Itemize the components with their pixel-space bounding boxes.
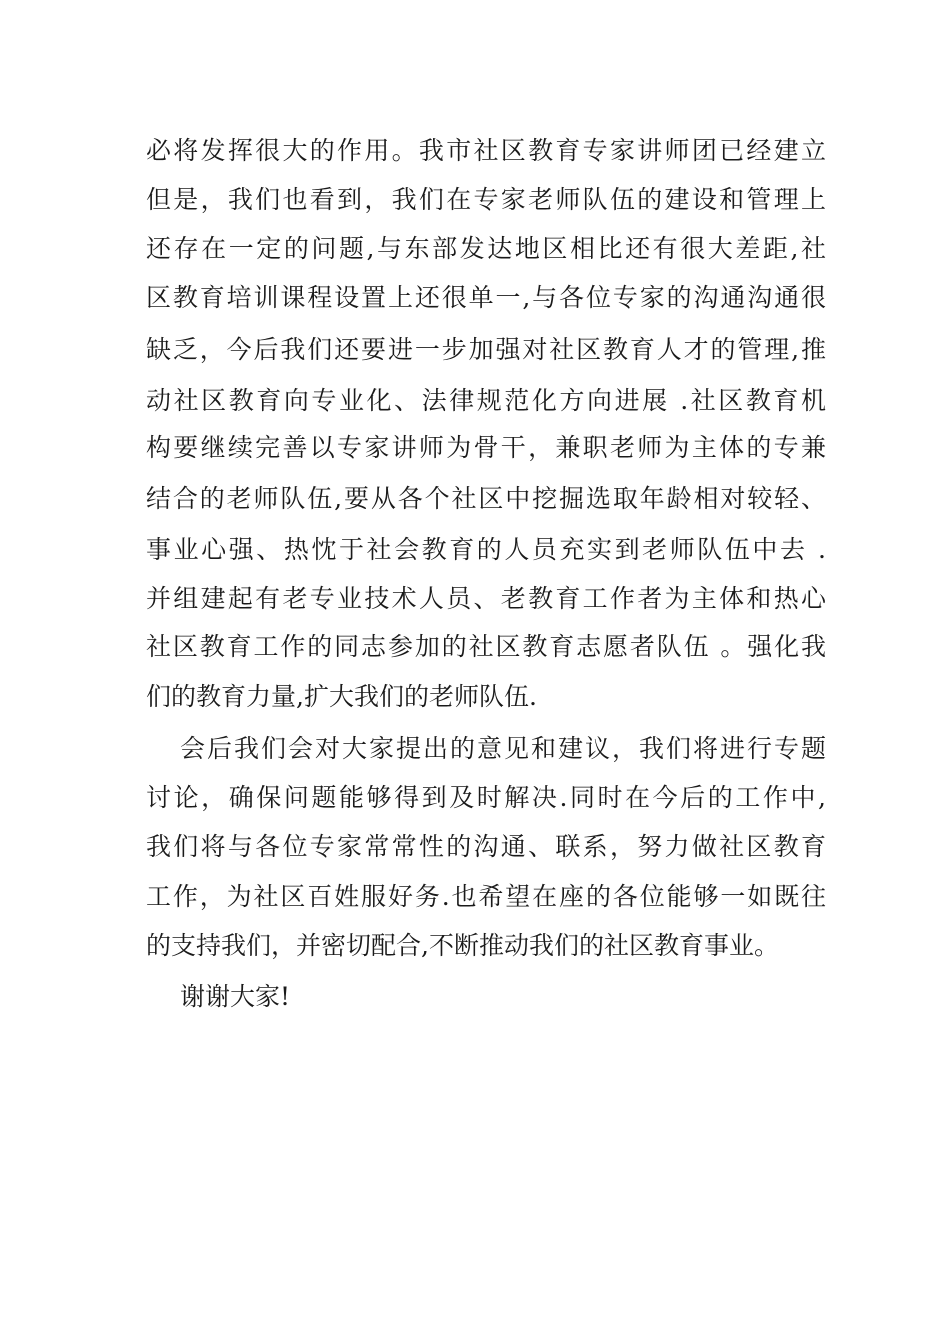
- paragraph-2-line-3: 我们将与各位专家常常性的沟通、联系，努力做社区教育: [146, 832, 826, 861]
- paragraph-1-line-3: 还存在一定的问题,与东部发达地区相比还有很大差距,社: [146, 234, 826, 263]
- closing-line: 谢谢大家!: [180, 982, 291, 1011]
- paragraph-1-line-10: 并组建起有老专业技术人员、老教育工作者为主体和热心: [146, 584, 826, 613]
- paragraph-1-line-12: 们的教育力量,扩大我们的老师队伍.: [146, 682, 537, 711]
- paragraph-1-line-4: 区教育培训课程设置上还很单一,与各位专家的沟通沟通很: [146, 283, 826, 312]
- paragraph-2-line-4: 工作，为社区百姓服好务.也希望在座的各位能够一如既往: [146, 882, 826, 911]
- paragraph-1-line-1: 必将发挥很大的作用。我市社区教育专家讲师团已经建立: [146, 136, 826, 165]
- paragraph-1-line-9: 事业心强、热忱于社会教育的人员充实到老师队伍中去 .: [146, 535, 826, 564]
- paragraph-2-line-5: 的支持我们，并密切配合,不断推动我们的社区教育事业。: [146, 931, 779, 960]
- paragraph-1-line-8: 结合的老师队伍,要从各个社区中挖掘选取年龄相对较轻、: [146, 484, 826, 513]
- paragraph-1-line-6: 动社区教育向专业化、法律规范化方向进展 .社区教育机: [146, 386, 826, 415]
- paragraph-2-line-2: 讨论，确保问题能够得到及时解决.同时在今后的工作中,: [146, 783, 826, 812]
- paragraph-1-line-2: 但是，我们也看到，我们在专家老师队伍的建设和管理上: [146, 185, 826, 214]
- paragraph-1-line-7: 构要继续完善以专家讲师为骨干，兼职老师为主体的专兼: [146, 433, 826, 462]
- paragraph-1-line-11: 社区教育工作的同志参加的社区教育志愿者队伍 。强化我: [146, 632, 826, 661]
- paragraph-1-line-5: 缺乏，今后我们还要进一步加强对社区教育人才的管理,推: [146, 335, 826, 364]
- paragraph-2-line-1: 会后我们会对大家提出的意见和建议，我们将进行专题: [180, 734, 826, 763]
